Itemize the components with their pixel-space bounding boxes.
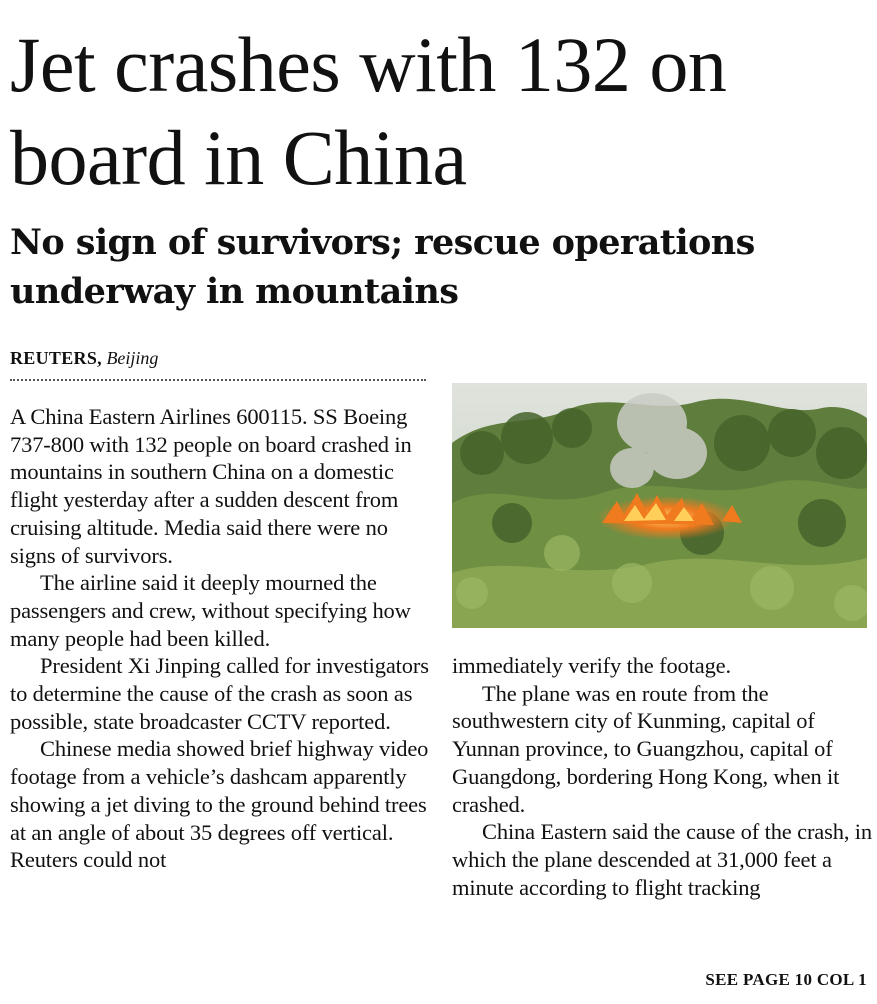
crash-site-photo-illustration: [452, 383, 867, 628]
paragraph: The airline said it deeply mourned the passengers and crew, without specifying how many people had been killed.: [10, 570, 411, 651]
paragraph: China Eastern said the cause of the crash, in which the plane descended at 31,000 feet a minute according to flight tracking: [452, 819, 872, 900]
headline: Jet crashes with 132 on board in China: [10, 21, 727, 201]
byline: [10, 348, 426, 381]
crash-site-photo: [452, 383, 867, 628]
paragraph: President Xi Jinping called for investigators to determine the cause of the crash as soon as possible, state broadcaster CCTV reported.: [10, 653, 429, 734]
article-column-left: [10, 403, 430, 874]
paragraph: A China Eastern Airlines 600115. SS Boeing 737-800 with 132 people on board crashed in mountains in southern China on a domestic flight yesterday after a sudden descent from cruising altitude. Media said there were no signs of survivors.: [10, 404, 412, 568]
byline-agency: REUTERS,: [10, 348, 102, 368]
paragraph: The plane was en route from the southwestern city of Kunming, capital of Yunnan province, to Guangzhou, capital of Guangdong, bordering Hong Kong, when it crashed.: [452, 680, 840, 817]
paragraph: Chinese media showed brief highway video footage from a vehicle’s dashcam apparently showing a jet diving to the ground behind trees at an angle of about 35 degrees off vertical. Reuters could not: [10, 736, 429, 873]
paragraph: immediately verify the footage.: [452, 653, 731, 678]
subheadline: No sign of survivors; rescue operations underway in mountains: [10, 222, 755, 312]
article-column-right: [452, 652, 872, 901]
jump-line: SEE PAGE 10 COL 1: [705, 970, 867, 989]
byline-dateline: Beijing: [106, 348, 159, 368]
